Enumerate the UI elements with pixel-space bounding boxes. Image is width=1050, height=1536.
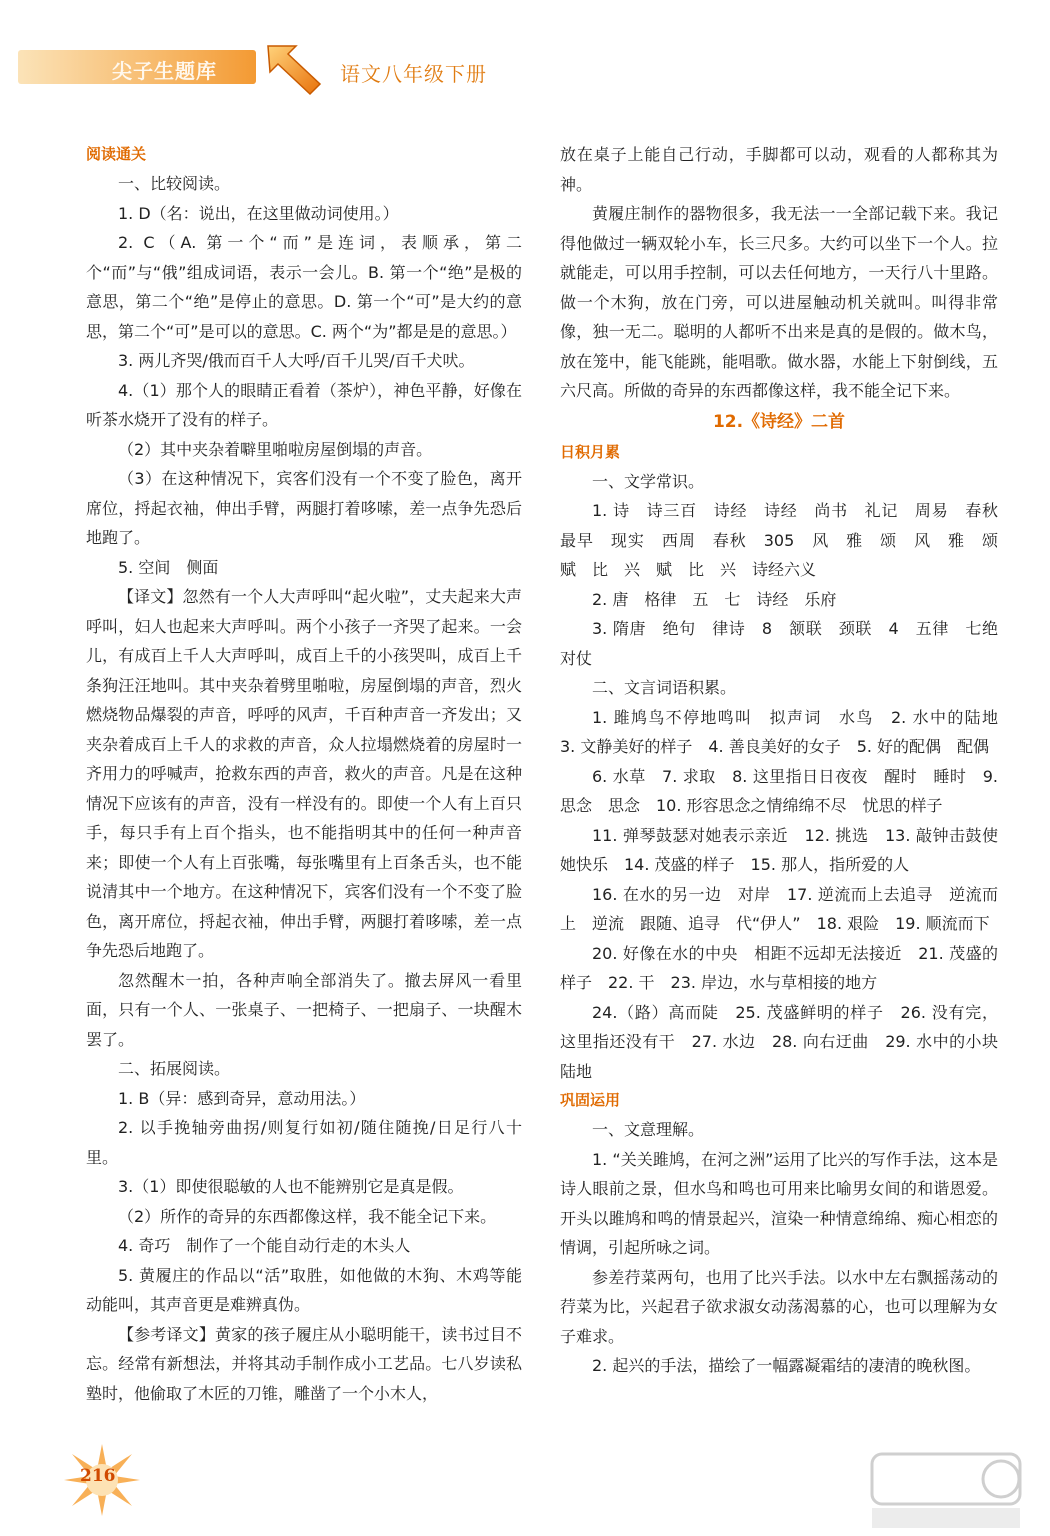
answer-paragraph: 二、拓展阅读。 bbox=[118, 1059, 231, 1078]
answer-paragraph: 11. 弹琴鼓瑟对她表示亲近 12. 挑选 13. 敲钟击鼓使她快乐 14. 茂盛的样子 15. 那人，指所爱的人 bbox=[560, 825, 998, 874]
answer-paragraph: 黄履庄制作的器物很多，我无法一一全部记载下来。我记得他做过一辆双轮小车，长三尺多。大约可以坐下一个人。拉就能走，可以用手控制，可以去任何地方，一天行八十里路。做一个木狗，放在门旁，可以进屋触动机关就叫。叫得非常像，独一无二。聪明的人都听不出来是真的是假的。做木鸟，放在笼中，能飞能跳，能唱歌。做水器，水能上下射倒线，五六尺高。所做的奇异的东西都像这样，我不能全记下来。 bbox=[560, 204, 998, 400]
answer-paragraph: （2）其中夹杂着噼里啪啦房屋倒塌的声音。 bbox=[118, 439, 433, 459]
answer-paragraph: 4. 奇巧 制作了一个能自动行走的木头人 bbox=[118, 1236, 411, 1255]
answer-paragraph: 1. D（名：说出，在这里做动词使用。） bbox=[118, 203, 399, 223]
section-heading: 日积月累 bbox=[560, 442, 621, 461]
right-column bbox=[560, 140, 1015, 1381]
section-heading: 阅读通关 bbox=[86, 145, 147, 163]
answer-paragraph: 2. 起兴的手法，描绘了一幅露凝霜结的凄清的晚秋图。 bbox=[592, 1356, 981, 1375]
answer-paragraph: 一、文学常识。 bbox=[592, 471, 705, 491]
answer-paragraph: 2. 唐 格律 五 七 诗经 乐府 bbox=[592, 589, 837, 609]
answer-paragraph: 1. 雎鸠鸟不停地鸣叫 拟声词 水鸟 2. 水中的陆地 3. 文静美好的样子 4. 善良美好的女子 5. 好的配偶 配偶 bbox=[560, 707, 1015, 756]
answer-paragraph: 放在桌子上能自己行动，手脚都可以动，观看的人都称其为神。 bbox=[560, 145, 998, 194]
answer-paragraph: 3.（1）即使很聪敏的人也不能辨别它是真是假。 bbox=[118, 1177, 464, 1196]
answer-paragraph: （2）所作的奇异的东西都像这样，我不能全记下来。 bbox=[118, 1206, 497, 1226]
answer-paragraph: 1. “关关雎鸠，在河之洲”运用了比兴的写作手法，这本是诗人眼前之景，但水鸟和鸣也可用来比喻男女间的和谐恩爱。开头以雎鸠和鸣的情景起兴，渲染一种情意绵绵、痴心相恋的情调，引起所咏之词。 bbox=[560, 1149, 998, 1257]
answer-paragraph: 忽然醒木一拍，各种声响全部消失了。撤去屏风一看里面，只有一个人、一张桌子、一把椅子、一把扇子、一块醒木罢了。 bbox=[86, 970, 522, 1049]
answer-paragraph: 二、文言词语积累。 bbox=[592, 678, 737, 697]
answer-paragraph: 一、比较阅读。 bbox=[118, 174, 231, 193]
answer-paragraph: 一、文意理解。 bbox=[592, 1120, 705, 1139]
answer-paragraph: 5. 空间 侧面 bbox=[118, 557, 219, 577]
book-subject: 语文八年级下册 bbox=[340, 62, 487, 86]
answer-paragraph: 3. 两儿齐哭/俄而百千人大呼/百千儿哭/百千犬吠。 bbox=[118, 351, 475, 370]
page-number: 216 bbox=[80, 1466, 116, 1486]
answer-paragraph: 1. 诗 诗三百 诗经 诗经 尚书 礼记 周易 春秋 最早 现实 西周 春秋 305 风 雅 颂 风 雅 颂 赋 比 兴 赋 比 兴 诗经六义 bbox=[560, 501, 1015, 579]
answer-paragraph: 3. 隋唐 绝句 律诗 8 颔联 颈联 4 五律 七绝 对仗 bbox=[560, 619, 1015, 668]
book-brand: 尖子生题库 bbox=[112, 59, 217, 83]
answer-paragraph: 2. 以手挽轴旁曲拐/则复行如初/随住随挽/日足行八十里。 bbox=[86, 1118, 522, 1167]
watermark-stamp-icon bbox=[866, 1448, 1026, 1532]
left-column bbox=[86, 140, 522, 1408]
answer-paragraph: 24.（路）高而陡 25. 茂盛鲜明的样子 26. 没有完，这里指还没有干 27. 水边 28. 向右迂曲 29. 水中的小块陆地 bbox=[560, 1002, 998, 1081]
answer-paragraph: 6. 水草 7. 求取 8. 这里指日日夜夜 醒时 睡时 9. 思念 思念 10. 形容思念之情绵绵不尽 忧思的样子 bbox=[560, 766, 998, 815]
answer-paragraph: 【译文】忽然有一个人大声呼叫“起火啦”，丈夫起来大声呼叫，妇人也起来大声呼叫。两个小孩子一齐哭了起来。一会儿，有成百上千人大声呼叫，成百上千的小孩哭叫，成百上千条狗汪汪地叫。其中夹杂着劈里啪啦，房屋倒塌的声音，烈火燃烧物品爆裂的声音，呼呼的风声，千百种声音一齐发出；又夹杂着成百上千人的求救的声音，众人拉塌燃烧着的房屋时一齐用力的呼喊声，抢救东西的声音，救火的声音。凡是在这种情况下应该有的声音，没有一样没有的。即使一个人有上百只手，每只手有上百个指头，也不能指明其中的任何一种声音来；即使一个人有上百张嘴，每张嘴里有上百条舌头，也不能说清其中一个地方。在这种情况下，宾客们没有一个不变了脸色，离开席位，捋起衣袖，伸出手臂，两腿打着哆嗦，差一点争先恐后地跑了。 bbox=[86, 587, 522, 960]
answer-paragraph: 20. 好像在水的中央 相距不远却无法接近 21. 茂盛的样子 22. 干 23. 岸边，水与草相接的地方 bbox=[560, 943, 998, 992]
answer-paragraph: 5. 黄履庄的作品以“活”取胜，如他做的木狗、木鸡等能动能叫，其声音更是难辨真伪。 bbox=[86, 1265, 522, 1314]
answer-paragraph: 1. B（异：感到奇异，意动用法。） bbox=[118, 1088, 366, 1108]
arrow-icon bbox=[262, 38, 328, 98]
lesson-title: 12.《诗经》二首 bbox=[712, 411, 846, 432]
section-heading: 巩固运用 bbox=[560, 1091, 621, 1109]
answer-paragraph: 【参考译文】黄家的孩子履庄从小聪明能干，读书过目不忘。经常有新想法，并将其动手制作成小工艺品。七八岁读私塾时，他偷取了木匠的刀锥，雕凿了一个小木人， bbox=[86, 1324, 522, 1403]
answer-paragraph: 16. 在水的另一边 对岸 17. 逆流而上去追寻 逆流而上 逆流 跟随、追寻 代“伊人” 18. 艰险 19. 顺流而下 bbox=[560, 884, 998, 933]
answer-paragraph: 参差荇菜两句，也用了比兴手法。以水中左右飘摇荡动的荇菜为比，兴起君子欲求淑女动荡渴慕的心，也可以理解为女子难求。 bbox=[560, 1267, 998, 1346]
answer-paragraph: （3）在这种情况下，宾客们没有一个不变了脸色，离开席位，捋起衣袖，伸出手臂，两腿打着哆嗦，差一点争先恐后地跑了。 bbox=[86, 469, 522, 547]
answer-paragraph: 4.（1）那个人的眼睛正看着（茶炉），神色平静，好像在听茶水烧开了没有的样子。 bbox=[86, 380, 522, 429]
answer-paragraph: 2. C（A. 第一个“而”是连词，表顺承，第二个“而”与“俄”组成词语，表示一会儿。B. 第一个“绝”是极的意思，第二个“绝”是停止的意思。D. 第一个“可”是大约的意思，第二个“可”是可以的意思。C. 两个“为”都是是的意思。） bbox=[86, 233, 522, 341]
